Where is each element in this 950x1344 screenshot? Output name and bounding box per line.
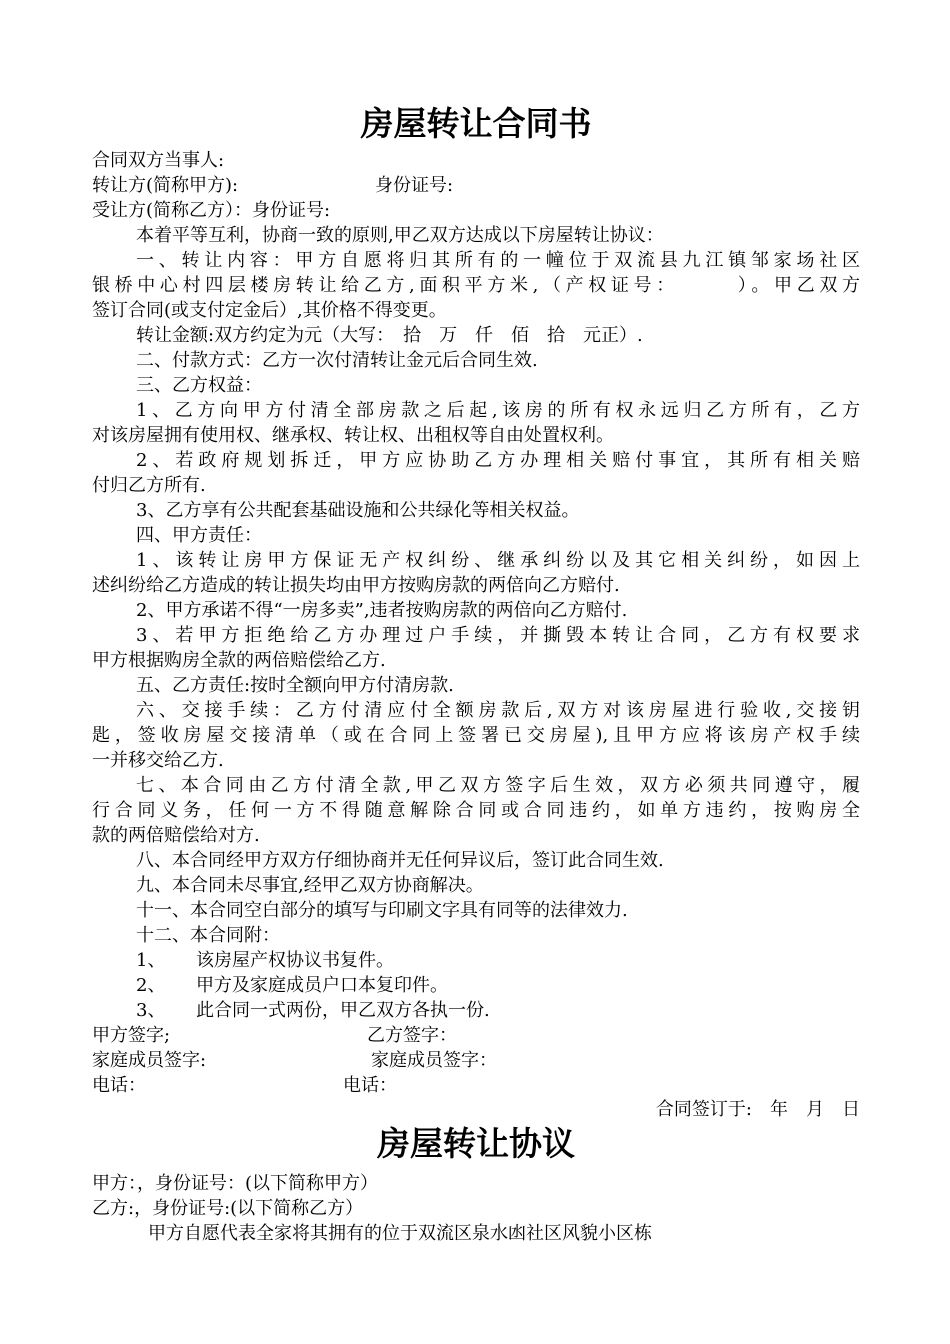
parties-heading: 合同双方当事人:	[92, 150, 225, 171]
clause-4-3-line-2: 甲方根据购房全款的两倍赔偿给乙方.	[92, 650, 386, 671]
clause-8: 八、本合同经甲方双方仔细协商并无任何异议后，签订此合同生效.	[136, 850, 664, 871]
agreement-title: 房屋转让协议	[377, 1124, 575, 1163]
clause-7-line-2: 行合同义务，任何一方不得随意解除合同或合同违约，如单方违约，按购房全	[92, 800, 860, 821]
attachment-2	[92, 974, 860, 998]
phone-row	[92, 1074, 860, 1098]
clause-9: 九、本合同未尽事宜,经甲乙双方协商解决。	[136, 875, 484, 896]
transferor-label: 转让方(简称甲方):	[92, 175, 239, 196]
intro-paragraph: 本着平等互利，协商一致的原则,甲乙双方达成以下房屋转让协议：	[136, 225, 664, 246]
clause-7-line-1: 七、本合同由乙方付清全款,甲乙双方签字后生效，双方必须共同遵守，履	[136, 775, 860, 796]
transferor-id-label: 身份证号:	[375, 175, 454, 196]
family-signature-row	[92, 1049, 860, 1073]
clause-1-line-1: 一、转让内容：甲方自愿将归其所有的一幢位于双流县九江镇邹家场社区	[136, 250, 860, 271]
attachment-3	[92, 999, 860, 1023]
attachment-1	[92, 949, 860, 973]
attachment-2-number: 2、	[136, 975, 166, 996]
attachment-2-text: 甲方及家庭成员户口本复印件。	[196, 975, 448, 996]
contract-title: 房屋转让合同书	[360, 104, 592, 143]
clause-6-line-2: 匙，签收房屋交接清单（或在合同上签署已交房屋),且甲方应将该房产权手续	[92, 725, 860, 746]
attachment-1-text: 该房屋产权协议书复件。	[196, 950, 394, 971]
agreement-party-a: 甲方：，身份证号：(以下简称甲方）	[92, 1173, 379, 1194]
party-b-signature-label: 乙方签字：	[367, 1025, 457, 1046]
clause-12-heading: 十二、本合同附：	[136, 925, 280, 946]
amount-line: 转让金额:双方约定为元（大写： 拾 万 仟 佰 拾 元正）.	[136, 325, 643, 346]
clause-1-line-3: 签订合同(或支付定金后）,其价格不得变更。	[92, 300, 447, 321]
clause-2: 二、付款方式：乙方一次付清转让金元后合同生效.	[136, 350, 538, 371]
clause-3-3: 3、乙方享有公共配套基础设施和公共绿化等相关权益。	[136, 500, 580, 521]
clause-3-2-line-1: 2、若政府规划拆迁，甲方应协助乙方办理相关赔付事宜，其所有相关赔	[136, 450, 860, 471]
clause-6-line-1: 六、交接手续：乙方付清应付全额房款后,双方对该房屋进行验收,交接钥	[136, 700, 860, 721]
clause-3-1-line-2: 对该房屋拥有使用权、继承权、转让权、出租权等自由处置权利。	[92, 425, 614, 446]
agreement-body-line-1: 甲方自愿代表全家将其拥有的位于双流区泉水凼社区风貌小区栋	[148, 1223, 652, 1244]
clause-6-line-3: 一并移交给乙方.	[92, 750, 224, 771]
signature-row	[92, 1024, 860, 1048]
attachment-1-number: 1、	[136, 950, 166, 971]
clause-4-1-line-2: 述纠纷给乙方造成的转让损失均由甲方按购房款的两倍向乙方赔付.	[92, 575, 620, 596]
clause-3-1-line-1: 1、乙方向甲方付清全部房款之后起,该房的所有权永远归乙方所有，乙方	[136, 400, 860, 421]
attachment-3-number: 3、	[136, 1000, 166, 1021]
attachment-3-text: 此合同一式两份，甲乙双方各执一份.	[196, 1000, 490, 1021]
clause-3-2-line-2: 付归乙方所有.	[92, 475, 206, 496]
agreement-party-b: 乙方:，身份证号:(以下简称乙方）	[92, 1198, 364, 1219]
signing-date: 合同签订于: 年 月 日	[655, 1099, 860, 1120]
party-a-family-signature-label: 家庭成员签字:	[92, 1050, 207, 1071]
party-a-signature-label: 甲方签字;	[92, 1025, 171, 1046]
clause-4-2: 2、甲方承诺不得“一房多卖”,违者按购房款的两倍向乙方赔付.	[136, 600, 628, 621]
clause-5: 五、乙方责任:按时全额向甲方付清房款.	[136, 675, 454, 696]
party-b-family-signature-label: 家庭成员签字：	[371, 1050, 497, 1071]
transferee-line: 受让方(简称乙方）：身份证号:	[92, 200, 331, 221]
clause-3-heading: 三、乙方权益：	[136, 375, 262, 396]
clause-4-1-line-1: 1、该转让房甲方保证无产权纠纷、继承纠纷以及其它相关纠纷，如因上	[136, 550, 860, 571]
party-b-phone-label: 电话：	[343, 1075, 397, 1096]
party-a-phone-label: 电话：	[92, 1075, 146, 1096]
transferor-line	[92, 174, 860, 198]
clause-11: 十一、本合同空白部分的填写与印刷文字具有同等的法律效力.	[136, 900, 628, 921]
clause-4-3-line-1: 3、若甲方拒绝给乙方办理过户手续，并撕毁本转让合同，乙方有权要求	[136, 625, 860, 646]
clause-1-line-2: 银桥中心村四层楼房转让给乙方,面积平方米,（产权证号： ）。甲乙双方	[92, 275, 860, 296]
clause-7-line-3: 款的两倍赔偿给对方.	[92, 825, 260, 846]
clause-4-heading: 四、甲方责任：	[136, 525, 262, 546]
